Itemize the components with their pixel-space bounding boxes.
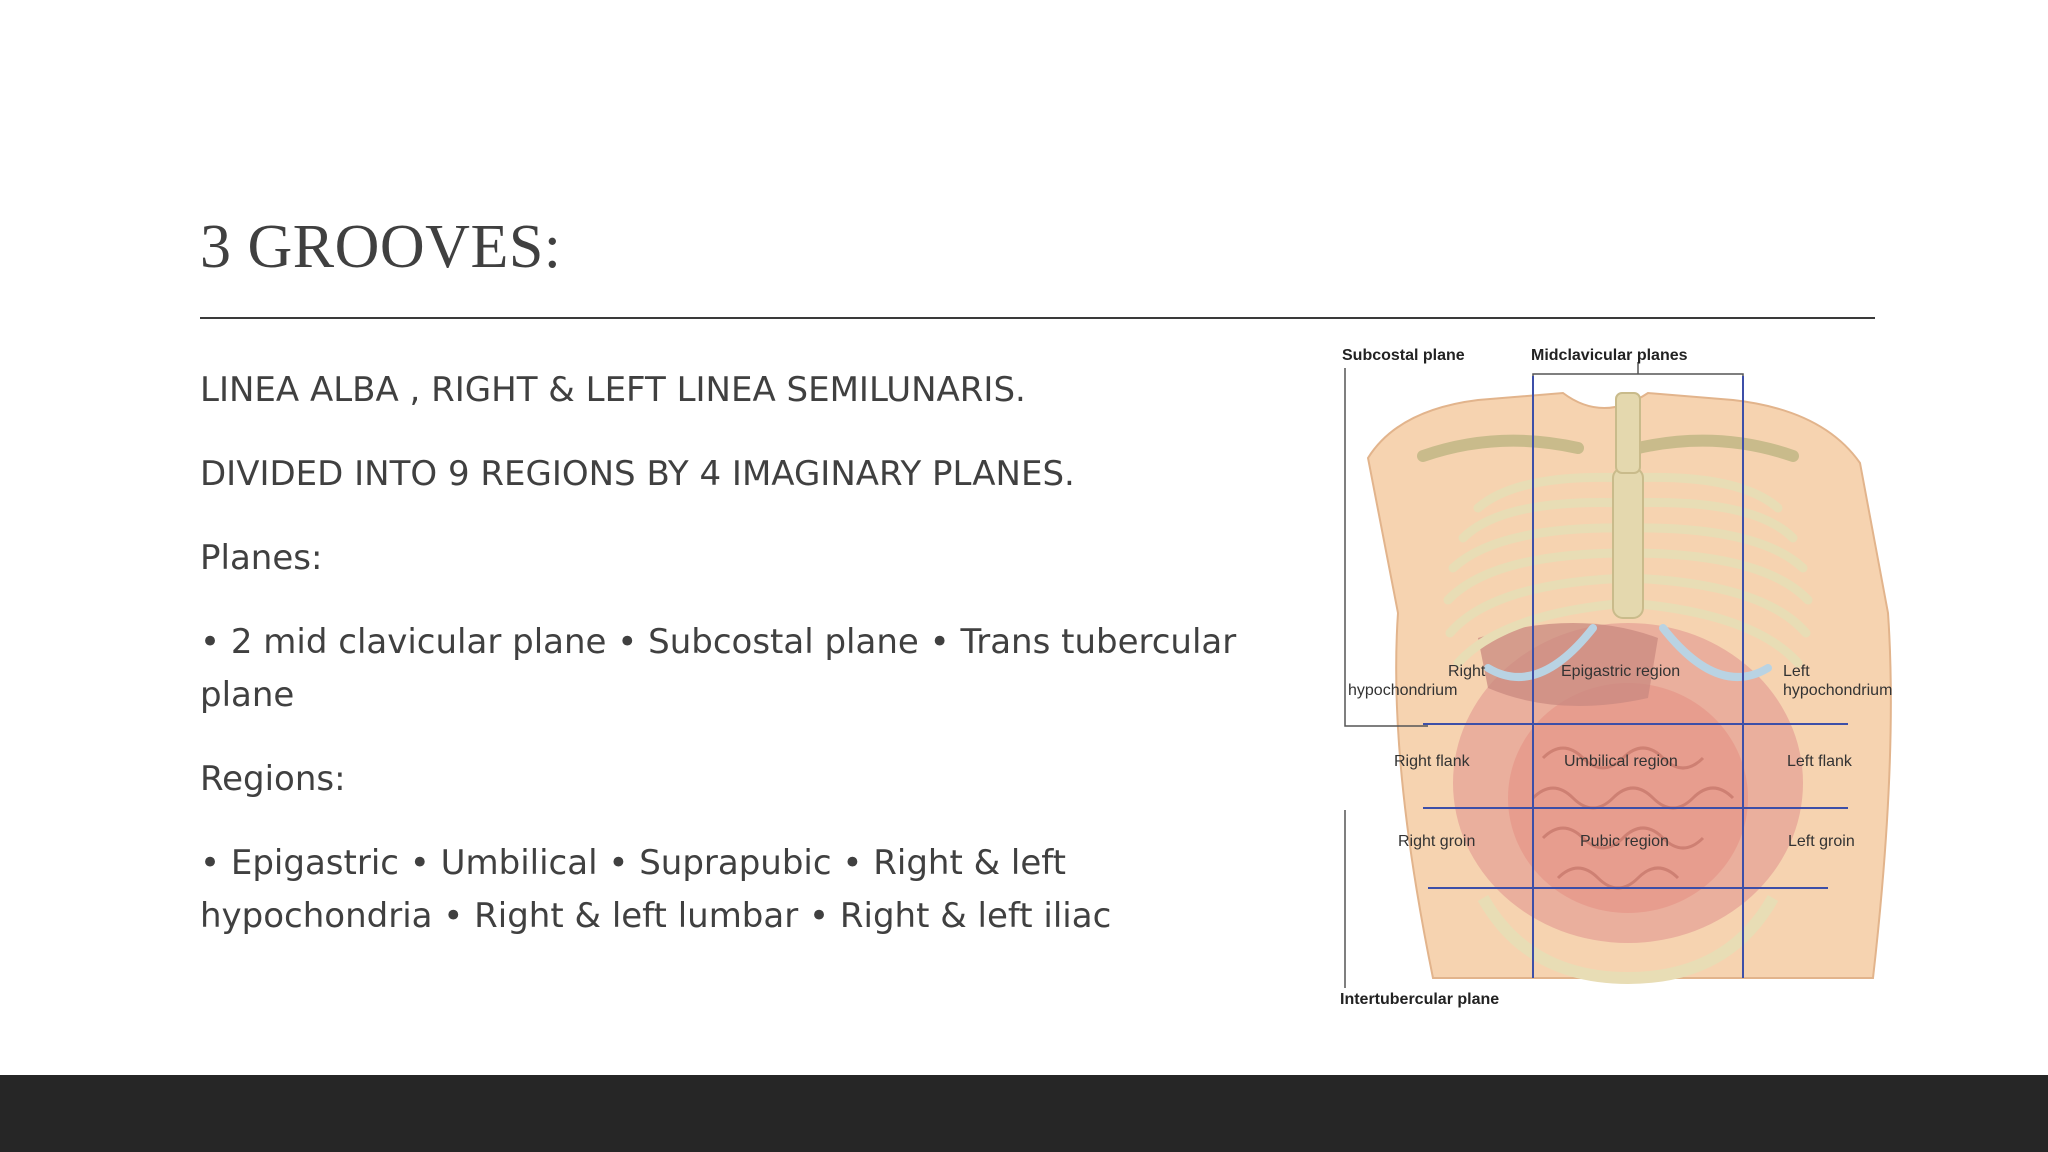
label-left-hypochondrium-1: Left — [1783, 663, 1810, 680]
slide-title: 3 GROOVES: — [200, 213, 562, 281]
regions-list: • Epigastric • Umbilical • Suprapubic • Right & left hypochondria • Right & left lumbar • Right & left iliac — [200, 843, 1112, 936]
slide-body — [200, 364, 1280, 974]
label-right-flank: Right flank — [1394, 753, 1470, 770]
paragraph-regions-intro: DIVIDED INTO 9 REGIONS BY 4 IMAGINARY PLANES. — [200, 454, 1075, 494]
label-left-groin: Left groin — [1788, 833, 1855, 850]
abdominal-regions-figure — [1328, 338, 1948, 1014]
label-midclavicular-planes: Midclavicular planes — [1531, 347, 1688, 364]
label-intertubercular-plane: Intertubercular plane — [1340, 991, 1500, 1008]
sternum-illustration — [1613, 468, 1643, 618]
label-right-hypochondrium-2: hypochondrium — [1348, 682, 1458, 699]
label-subcostal-plane: Subcostal plane — [1342, 347, 1465, 364]
planes-list: • 2 mid clavicular plane • Subcostal plane • Trans tubercular plane — [200, 622, 1237, 715]
paragraph-grooves: LINEA ALBA , RIGHT & LEFT LINEA SEMILUNARIS. — [200, 370, 1026, 410]
label-pubic-region: Pubic region — [1580, 833, 1669, 850]
label-umbilical-region: Umbilical region — [1564, 753, 1678, 770]
title-divider — [200, 317, 1875, 319]
regions-heading: Regions: — [200, 759, 346, 799]
footer-bar — [0, 1075, 2048, 1152]
planes-heading: Planes: — [200, 538, 323, 578]
label-left-hypochondrium-2: hypochondrium — [1783, 682, 1893, 699]
label-epigastric-region: Epigastric region — [1561, 663, 1681, 680]
label-right-hypochondrium-1: Right — [1448, 663, 1486, 680]
label-right-groin: Right groin — [1398, 833, 1476, 850]
label-left-flank: Left flank — [1787, 753, 1852, 770]
